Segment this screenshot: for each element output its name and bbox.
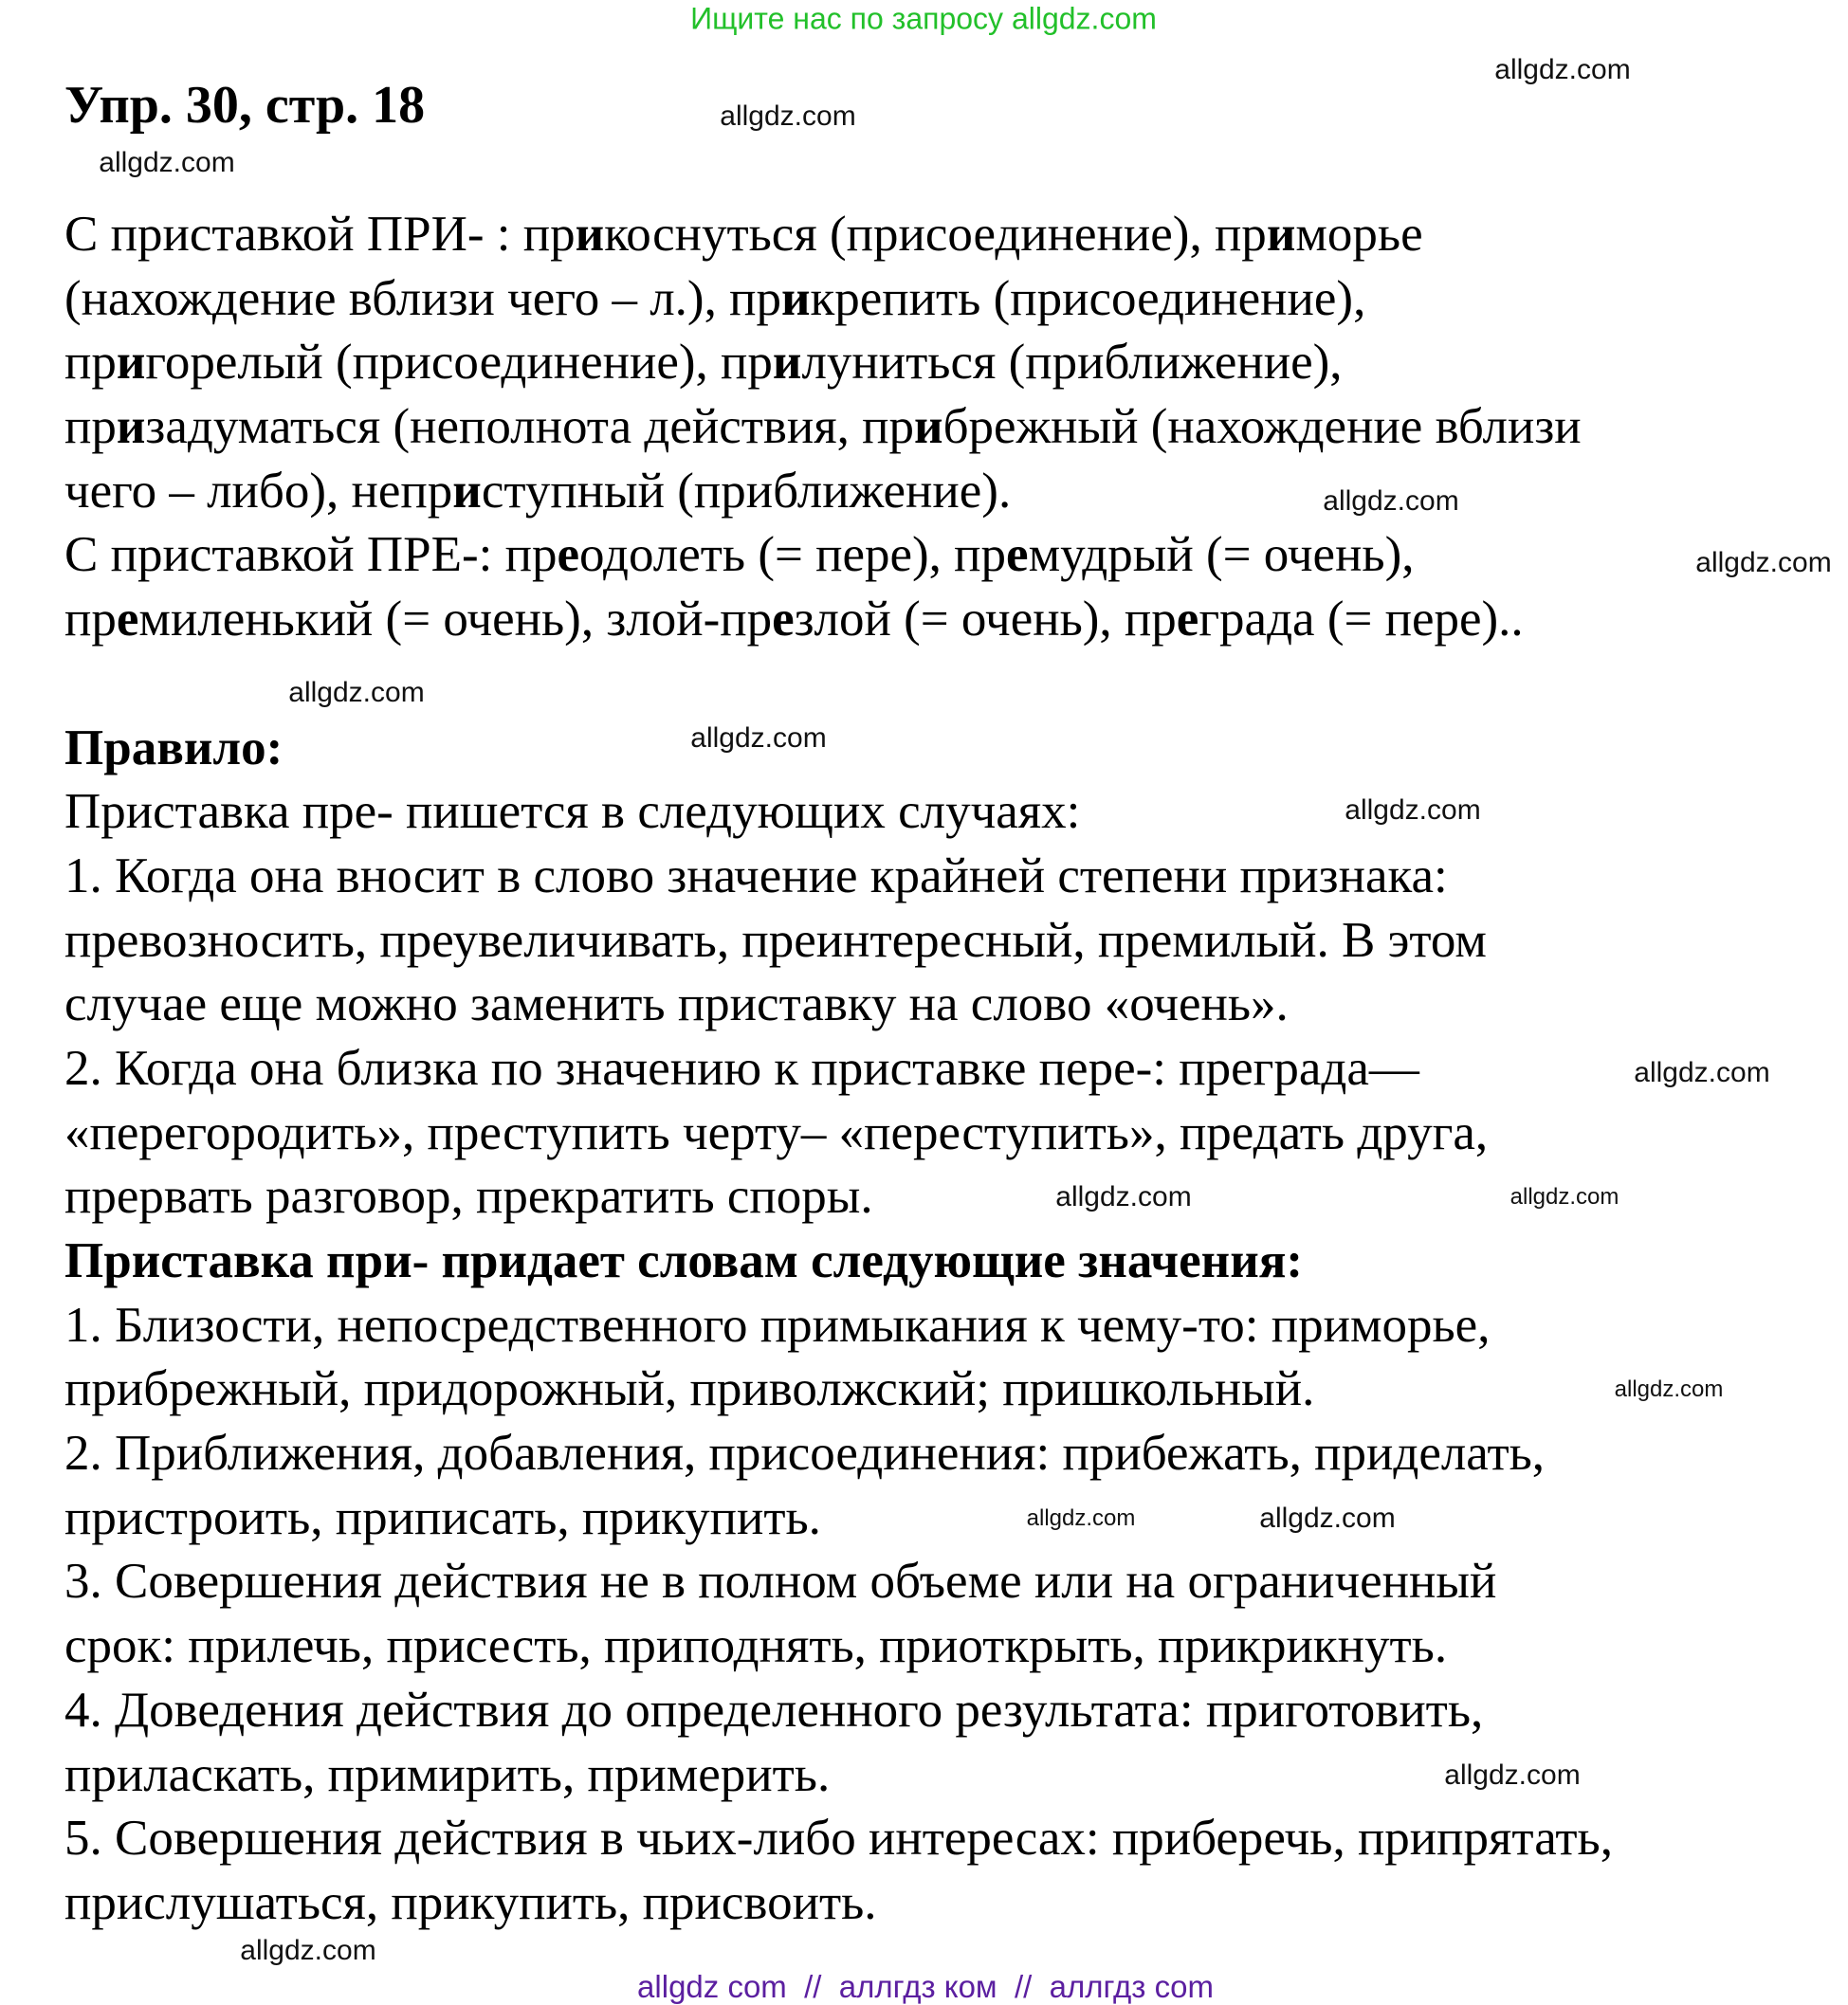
text-line <box>64 717 283 781</box>
bold-text: и <box>575 207 605 262</box>
text-segment: 3. Совершения действия не в полном объеме или на ограниченный <box>64 1554 1497 1610</box>
watermark: allgdz.com <box>1026 1505 1136 1531</box>
bold-text: е <box>1176 592 1199 647</box>
text-segment: 5. Совершения действия в чьих-либо интересах: приберечь, припрятать, <box>64 1811 1613 1867</box>
text-segment: С приставкой ПРИ- : пр <box>64 207 576 262</box>
text-segment: случае еще можно заменить приставку на слово «очень». <box>64 976 1289 1032</box>
text-segment: луниться (приближение), <box>801 335 1343 391</box>
text-segment: С приставкой ПРЕ-: пр <box>64 527 558 583</box>
text-segment: (нахождение вблизи чего – л.), пр <box>64 270 781 326</box>
watermark: allgdz.com <box>1444 1759 1581 1791</box>
bottom-banner-link[interactable]: allgdz com // аллгдз ком // аллгдз com <box>637 1969 1214 2004</box>
text-line <box>64 1679 1483 1743</box>
text-line <box>64 1807 1613 1871</box>
text-segment: 4. Доведения действия до определенного результата: приготовить, <box>64 1682 1484 1738</box>
text-line <box>64 331 1343 395</box>
watermark: allgdz.com <box>1494 54 1631 85</box>
text-segment: превозносить, преувеличивать, преинтересный, премилый. В этом <box>64 912 1487 968</box>
bold-text: и <box>116 335 146 391</box>
bold-text: и <box>116 399 146 455</box>
text-line <box>64 1422 1545 1486</box>
top-banner-link[interactable]: Ищите нас по запросу allgdz.com <box>690 1 1157 36</box>
text-segment: задуматься (неполнота действия, пр <box>145 399 915 455</box>
text-segment: прислушаться, прикупить, присвоить. <box>64 1874 877 1930</box>
text-segment: приласкать, примирить, примерить. <box>64 1746 831 1802</box>
bold-text: и <box>914 399 943 455</box>
text-segment: чего – либо), непр <box>64 463 453 519</box>
watermark: allgdz.com <box>240 1935 376 1966</box>
text-segment: коснуться (присоединение), пр <box>604 207 1267 262</box>
text-segment: 1. Когда она вносит в слово значение крайней степени признака: <box>64 848 1448 903</box>
text-segment: 1. Близости, непосредственного примыкания к чему-то: приморье, <box>64 1297 1491 1353</box>
text-line <box>64 1102 1488 1166</box>
text-line <box>64 780 1080 845</box>
text-line <box>64 588 1524 652</box>
bold-text: Правило: <box>64 720 284 775</box>
watermark: allgdz.com <box>1259 1503 1396 1534</box>
text-line <box>64 395 1582 460</box>
bold-text: и <box>772 335 802 391</box>
bold-text: и <box>780 270 811 326</box>
text-segment: ступный (приближение). <box>481 463 1012 519</box>
text-line <box>64 1358 1314 1422</box>
bold-text: е <box>772 592 795 647</box>
watermark: allgdz.com <box>1345 794 1481 826</box>
bold-text: е <box>1006 527 1029 583</box>
text-segment: 2. Когда она близка по значению к приставке пере-: преграда— <box>64 1040 1419 1096</box>
text-line <box>64 1230 1303 1294</box>
text-line <box>64 1294 1490 1358</box>
text-segment: пристроить, приписать, прикупить. <box>64 1489 821 1545</box>
text-segment: пр <box>64 399 117 455</box>
watermark: allgdz.com <box>288 677 425 708</box>
text-line <box>64 1614 1447 1679</box>
text-line <box>64 973 1289 1037</box>
exercise-title: Упр. 30, стр. 18 <box>64 76 426 135</box>
text-segment: крепить (присоединение), <box>810 270 1366 326</box>
bold-text: е <box>116 592 139 647</box>
text-line <box>64 1871 877 1936</box>
watermark: allgdz.com <box>99 147 235 178</box>
bold-text: Приставка при- придает словам следующие значения: <box>64 1233 1304 1288</box>
watermark: allgdz.com <box>720 100 856 132</box>
text-line <box>64 203 1423 267</box>
bold-text: и <box>1266 207 1296 262</box>
watermark: allgdz.com <box>1634 1057 1770 1088</box>
exercise-content <box>64 203 1613 1936</box>
text-line <box>64 1486 821 1551</box>
text-segment: пр <box>64 335 117 391</box>
text-line <box>64 1165 873 1230</box>
text-segment: одолеть (= пере), пр <box>579 527 1007 583</box>
text-line <box>64 1037 1419 1102</box>
bold-text: е <box>557 527 580 583</box>
text-line <box>64 460 1011 524</box>
text-line <box>64 909 1487 974</box>
watermark: allgdz.com <box>1510 1184 1619 1210</box>
text-segment: «перегородить», преступить черту– «переступить», предать друга, <box>64 1104 1489 1160</box>
text-segment: пр <box>64 592 117 647</box>
text-segment: миленький (= очень), злой-пр <box>138 592 773 647</box>
text-segment: прибрежный, придорожный, приволжский; пришкольный. <box>64 1361 1315 1417</box>
text-line <box>64 1550 1496 1614</box>
watermark: allgdz.com <box>1614 1376 1724 1402</box>
watermark: allgdz.com <box>690 722 827 754</box>
watermark: allgdz.com <box>1695 547 1832 578</box>
text-segment: брежный (нахождение вблизи <box>942 399 1582 455</box>
text-line <box>64 523 1415 588</box>
text-segment: града (= пере).. <box>1198 592 1524 647</box>
watermark: allgdz.com <box>1323 485 1459 517</box>
text-segment: злой (= очень), пр <box>794 592 1177 647</box>
text-segment: морье <box>1295 207 1423 262</box>
text-segment: мудрый (= очень), <box>1028 527 1415 583</box>
text-line <box>64 267 1365 332</box>
watermark: allgdz.com <box>1055 1181 1192 1212</box>
bold-text: и <box>452 463 482 519</box>
text-segment: Приставка пре- пишется в следующих случаях: <box>64 784 1081 840</box>
text-line <box>64 1743 830 1808</box>
text-segment: 2. Приближения, добавления, присоединения: прибежать, приделать, <box>64 1426 1546 1482</box>
text-segment: срок: прилечь, присесть, приподнять, приоткрыть, прикрикнуть. <box>64 1618 1448 1674</box>
text-segment: горелый (присоединение), пр <box>145 335 773 391</box>
text-segment: прервать разговор, прекратить споры. <box>64 1169 873 1225</box>
text-line <box>64 845 1448 909</box>
